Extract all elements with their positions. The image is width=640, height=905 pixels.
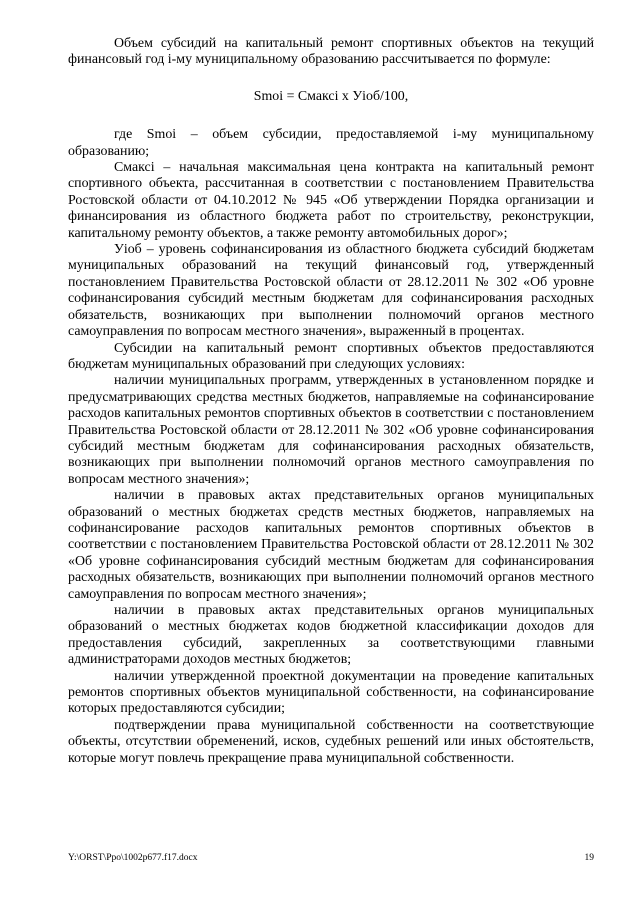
paragraph-condition-budget-codes: наличии в правовых актах представительных органов муниципальных образований о местных бюджетах кодов бюджетной классификации доходов для предоставления субсидий, закрепленных за соответствующими главными администраторами доходов местных бюджетов; [68,603,594,668]
paragraph-condition-ownership: подтверждении права муниципальной собственности на соответствующие объекты, отсутствии обременений, исков, судебных решений или иных обстоятельств, которые могут повлечь прекращение права муниципальной собственности. [68,717,594,766]
paragraph-condition-programs: наличии муниципальных программ, утвержденных в установленном порядке и предусматривающих средства местных бюджетов, направляемые на софинансирование расходов капитальных ремонтов спортивных объектов в соответствии с постановлением Правительства Ростовской области от 28.12.2011 № 302 «Об уровне софинансирования субсидий местным бюджетам для софинансирования расходных обязательств, возникающих при выполнении полномочий органов местного самоуправления по вопросам местного значения»; [68,373,594,487]
paragraph-definition-uiob: Уioб – уровень софинансирования из областного бюджета субсидий бюджетам муниципальных образований на текущий финансовый год, утвержденный постановлением Правительства Ростовской области от 28.12.2011 № 302 «Об уровне софинансирования субсидий местным бюджетам для софинансирования расходных обязательств, возникающих при выполнении полномочий органов местного самоуправления по вопросам местного значения», выраженный в процентах. [68,242,594,340]
footer-page-number: 19 [584,853,594,863]
paragraph-definition-smaks: Смаксi – начальная максимальная цена контракта на капитальный ремонт спортивного объекта, рассчитанная в соответствии с постановлением Правительства Ростовской области от 04.10.2012 № 945 «Об утверждении Порядка организации и финансирования из областного бюджета работ по строительству, реконструкции, капитальному ремонту объектов, а также ремонту автомобильных дорог»; [68,160,594,241]
paragraph-intro: Объем субсидий на капитальный ремонт спортивных объектов на текущий финансовый год i-му муниципальному образованию рассчитывается по формуле: [68,36,594,68]
paragraph-condition-budget-funds: наличии в правовых актах представительных органов муниципальных образований о местных бюджетах средств местных бюджетов, направляемых на софинансирование расходов капитальных ремонтов спортивных объектов в соответствии с постановлением Правительства Ростовской области от 28.12.2011 № 302 «Об уровне софинансирования субсидий местным бюджетам для софинансирования расходных обязательств, возникающих при выполнении полномочий органов местного самоуправления по вопросам местного значения»; [68,488,594,602]
footer-file-path: Y:\ORST\Ppo\1002p677.f17.docx [68,853,198,863]
paragraph-definition-smoi: где Smoi – объем субсидии, предоставляемой i-му муниципальному образованию; [68,127,594,159]
paragraph-condition-documentation: наличии утвержденной проектной документации на проведение капитальных ремонтов спортивных объектов муниципальной собственности, на софинансирование которых предоставляются субсидии; [68,668,594,717]
page-footer [68,852,594,864]
document-body [68,36,594,767]
formula: Smoi = Смаксi х Уioб/100, [253,88,409,104]
paragraph-conditions-intro: Субсидии на капитальный ремонт спортивных объектов предоставляются бюджетам муниципальных образований при следующих условиях: [68,340,594,372]
